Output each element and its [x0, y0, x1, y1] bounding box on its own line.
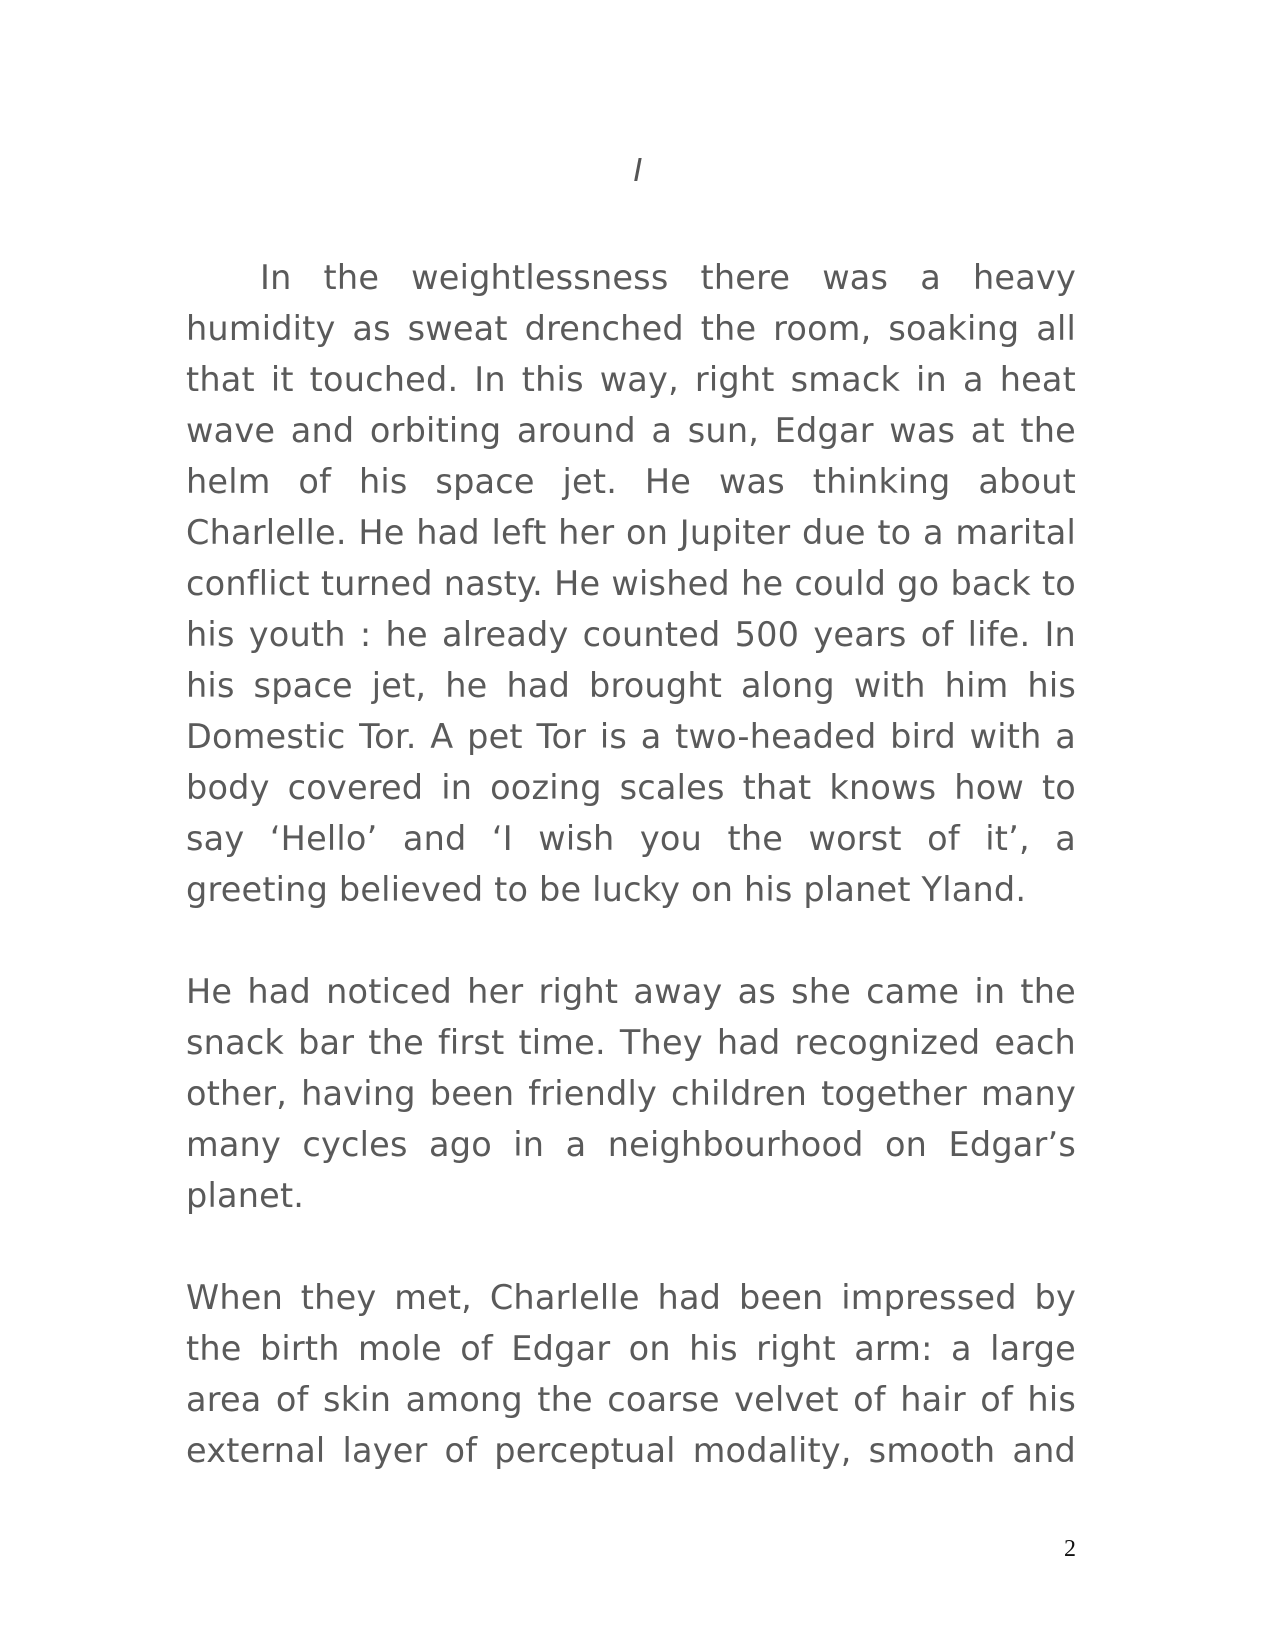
paragraph-2: He had noticed her right away as she came in the snack bar the first time. They had recognized each other, having been friendly children together many many cycles ago in a neighbourhood on Edgar’s planet.	[186, 972, 1076, 1215]
paragraph-3: When they met, Charlelle had been impressed by the birth mole of Edgar on his right arm: a large area of skin among the coarse velvet of hair of his external layer of perceptual modality, smooth and	[186, 1278, 1076, 1470]
page-number: 2	[1064, 1536, 1076, 1562]
paragraph-1: In the weightlessness there was a heavy humidity as sweat drenched the room, soaking all that it touched. In this way, right smack in a heat wave and orbiting around a sun, Edgar was at the helm of his space jet. He was thinking about Charlelle. He had left her on Jupiter due to a marital conflict turned nasty. He wished he could go back to his youth : he already counted 500 years of life. In his space jet, he had brought along with him his Domestic Tor. A pet Tor is a two-headed bird with a body covered in oozing scales that knows how to say ‘Hello’ and ‘I wish you the worst of it’, a greeting believed to be lucky on his planet Yland.	[186, 258, 1076, 909]
body-text	[186, 252, 1076, 1476]
chapter-heading: I	[632, 151, 643, 188]
